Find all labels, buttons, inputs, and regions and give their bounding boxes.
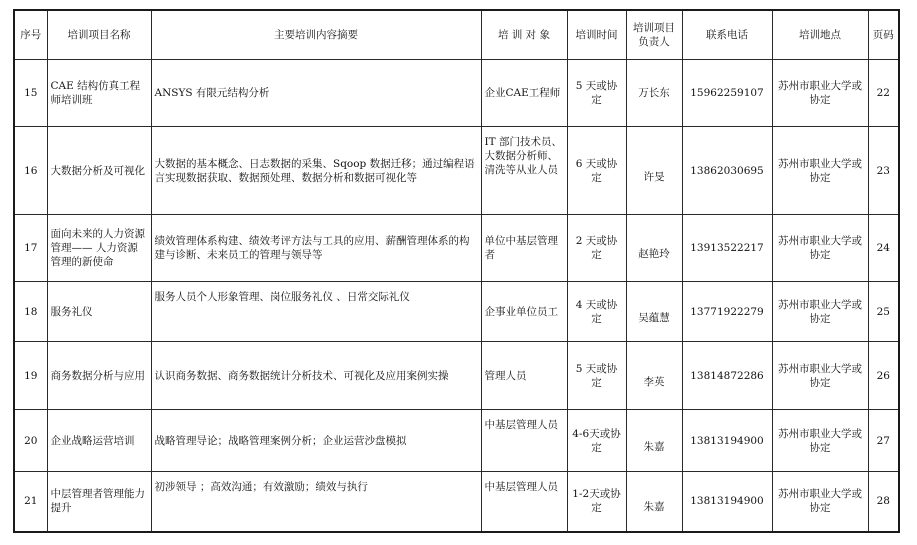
cell-target: 中基层管理人员 [481, 472, 567, 532]
cell-name: CAE 结构仿真工程师培训班 [47, 60, 151, 127]
cell-name: 企业战略运营培训 [47, 410, 151, 472]
cell-phone: 15962259107 [682, 60, 772, 127]
cell-target: 企事业单位员工 [481, 282, 567, 342]
cell-name: 面向未来的人力资源管理—— 人力资源管理的新使命 [47, 215, 151, 282]
cell-place: 苏州市职业大学或协定 [772, 215, 868, 282]
header-phone: 联系电话 [682, 10, 772, 60]
cell-content: ANSYS 有限元结构分析 [151, 60, 481, 127]
cell-place: 苏州市职业大学或协定 [772, 472, 868, 532]
header-name: 培训项目名称 [47, 10, 151, 60]
cell-phone: 13913522217 [682, 215, 772, 282]
header-no: 序号 [14, 10, 47, 60]
cell-lead: 李英 [626, 342, 682, 410]
cell-target: IT 部门技术员、大数据分析师、清洗等从业人员 [481, 127, 567, 215]
table-row [14, 472, 899, 532]
cell-place: 苏州市职业大学或协定 [772, 282, 868, 342]
cell-content: 初涉领导 ；高效沟通；有效激励；绩效与执行 [151, 472, 481, 532]
cell-time: 5 天或协定 [567, 60, 626, 127]
cell-content: 服务人员个人形象管理、岗位服务礼仪 、日常交际礼仪 [151, 282, 481, 342]
cell-place: 苏州市职业大学或协定 [772, 127, 868, 215]
cell-no: 15 [14, 60, 47, 127]
table-row [14, 215, 899, 282]
cell-time: 5 天或协定 [567, 342, 626, 410]
cell-lead: 万长东 [626, 60, 682, 127]
cell-phone: 13813194900 [682, 472, 772, 532]
header-lead: 培训项目负责人 [626, 10, 682, 60]
table-row [14, 410, 899, 472]
cell-place: 苏州市职业大学或协定 [772, 60, 868, 127]
cell-lead: 赵艳玲 [626, 215, 682, 282]
training-table [13, 9, 900, 533]
cell-phone: 13814872286 [682, 342, 772, 410]
cell-target: 企业CAE工程师 [481, 60, 567, 127]
cell-no: 21 [14, 472, 47, 532]
cell-no: 18 [14, 282, 47, 342]
cell-page: 25 [868, 282, 899, 342]
cell-no: 16 [14, 127, 47, 215]
cell-page: 26 [868, 342, 899, 410]
cell-no: 17 [14, 215, 47, 282]
cell-time: 6 天或协定 [567, 127, 626, 215]
cell-no: 19 [14, 342, 47, 410]
cell-content: 绩效管理体系构建、绩效考评方法与工具的应用、薪酬管理体系的构建与诊断、未来员工的管理与领导等 [151, 215, 481, 282]
cell-content: 战略管理导论；战略管理案例分析；企业运营沙盘模拟 [151, 410, 481, 472]
header-content: 主要培训内容摘要 [151, 10, 481, 60]
cell-content: 大数据的基本概念、日志数据的采集、Sqoop 数据迁移；通过编程语言实现数据获取、数据预处理、数据分析和数据可视化等 [151, 127, 481, 215]
cell-target: 单位中基层管理者 [481, 215, 567, 282]
cell-time: 2 天或协定 [567, 215, 626, 282]
cell-page: 23 [868, 127, 899, 215]
table-row [14, 60, 899, 127]
cell-page: 24 [868, 215, 899, 282]
cell-phone: 13771922279 [682, 282, 772, 342]
cell-lead: 朱嘉 [626, 410, 682, 472]
cell-lead: 吴蕴慧 [626, 282, 682, 342]
cell-time: 4 天或协定 [567, 282, 626, 342]
header-page: 页码 [868, 10, 899, 60]
header-time: 培训时间 [567, 10, 626, 60]
cell-place: 苏州市职业大学或协定 [772, 342, 868, 410]
cell-lead: 朱嘉 [626, 472, 682, 532]
cell-page: 28 [868, 472, 899, 532]
cell-target: 中基层管理人员 [481, 410, 567, 472]
cell-no: 20 [14, 410, 47, 472]
table-row [14, 282, 899, 342]
cell-target: 管理人员 [481, 342, 567, 410]
cell-page: 27 [868, 410, 899, 472]
header-target: 培 训 对 象 [481, 10, 567, 60]
cell-phone: 13862030695 [682, 127, 772, 215]
cell-phone: 13813194900 [682, 410, 772, 472]
cell-time: 4-6天或协定 [567, 410, 626, 472]
table-row [14, 342, 899, 410]
cell-time: 1-2天或协定 [567, 472, 626, 532]
cell-content: 认识商务数据、商务数据统计分析技术、可视化及应用案例实操 [151, 342, 481, 410]
header-place: 培训地点 [772, 10, 868, 60]
table-row [14, 127, 899, 215]
cell-place: 苏州市职业大学或协定 [772, 410, 868, 472]
cell-name: 大数据分析及可视化 [47, 127, 151, 215]
cell-name: 中层管理者管理能力提升 [47, 472, 151, 532]
header-row [14, 10, 899, 60]
cell-page: 22 [868, 60, 899, 127]
cell-name: 服务礼仪 [47, 282, 151, 342]
cell-name: 商务数据分析与应用 [47, 342, 151, 410]
cell-lead: 许旻 [626, 127, 682, 215]
